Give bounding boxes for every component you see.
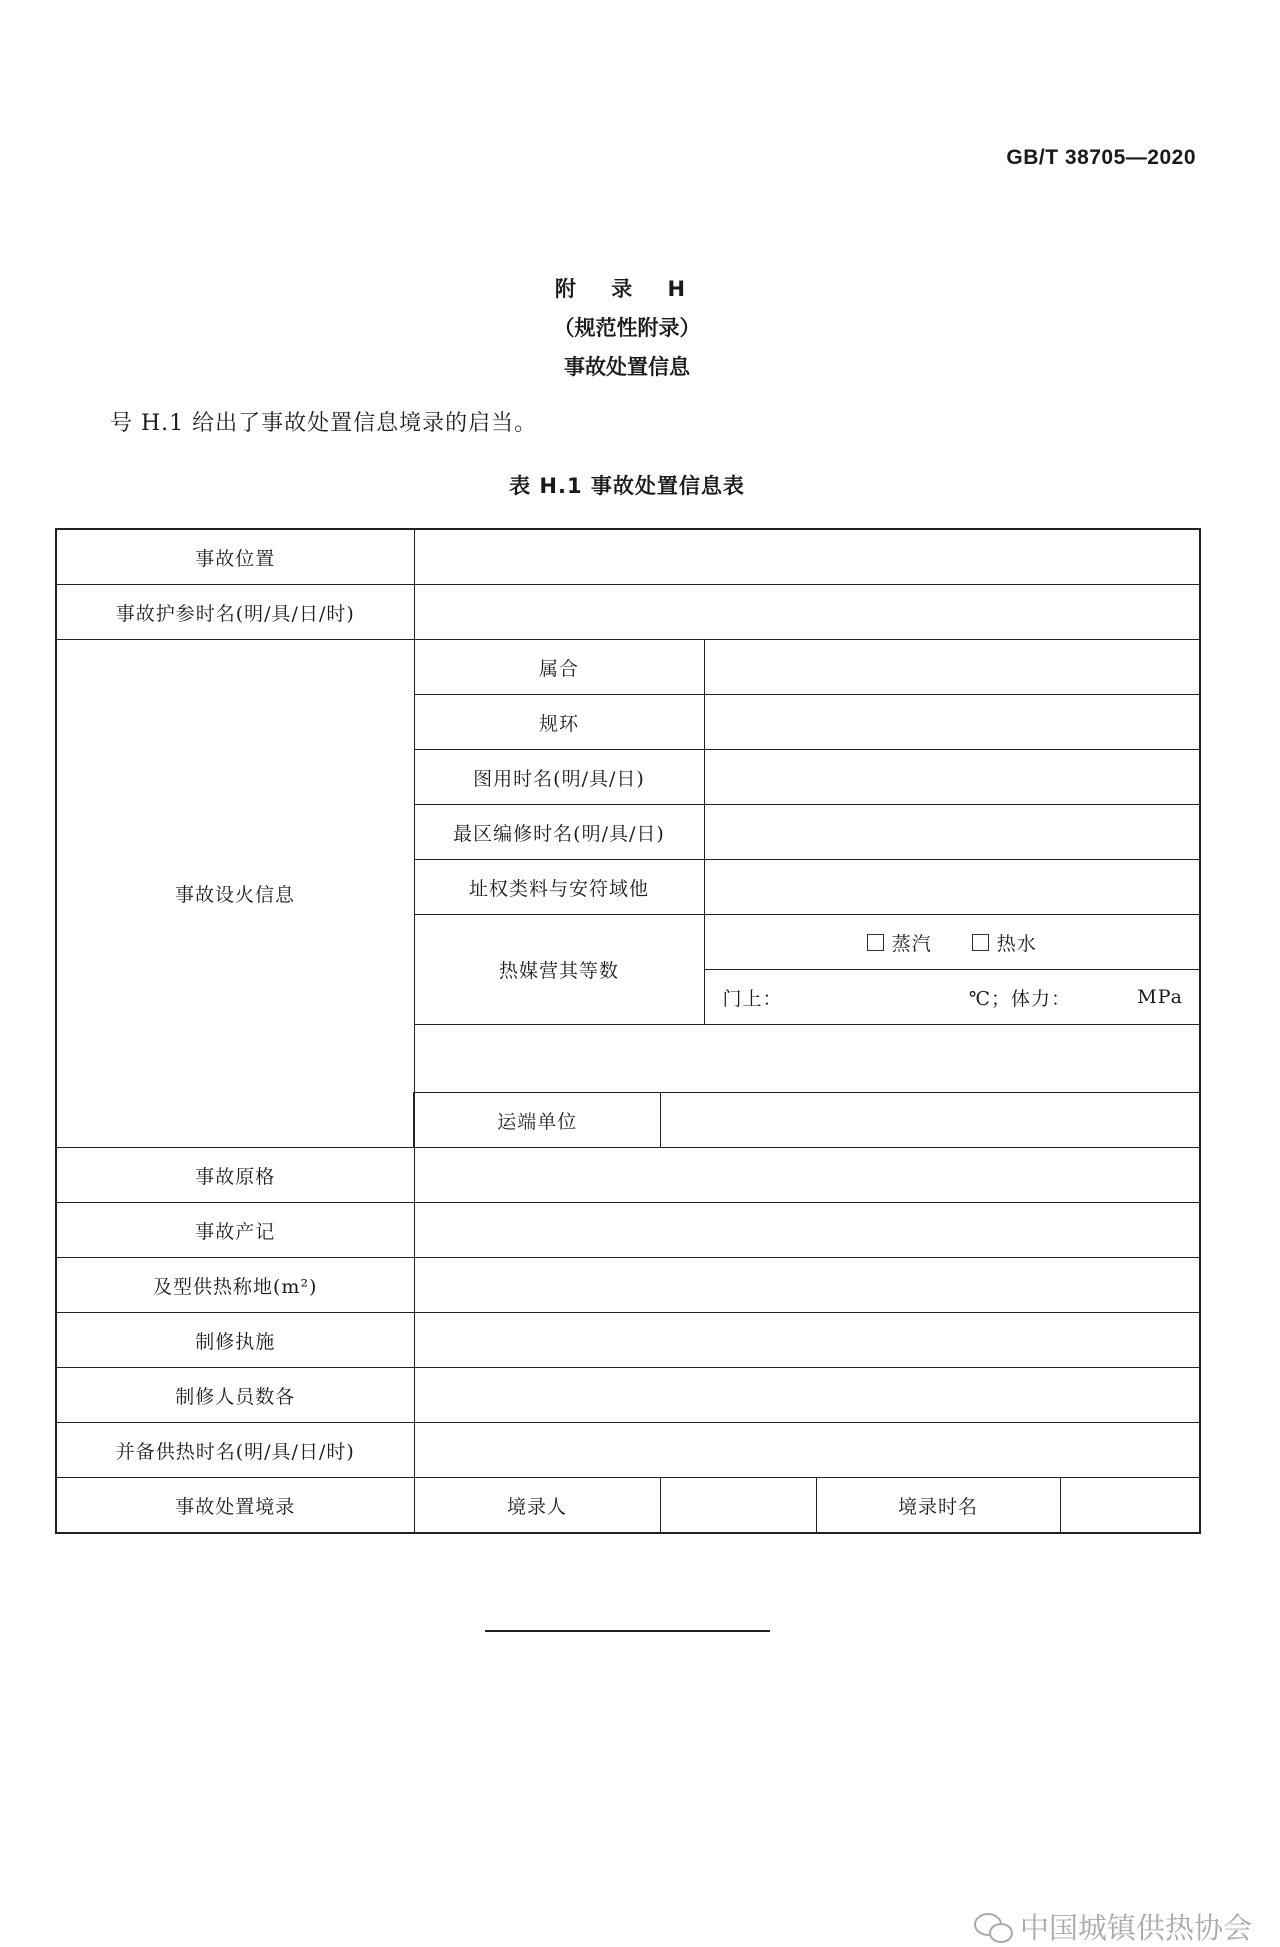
lower-row-value bbox=[414, 1148, 1200, 1203]
occurrence-time-value bbox=[414, 585, 1200, 640]
table-row bbox=[56, 1148, 1200, 1203]
appendix-subject: 事故处置信息 bbox=[564, 355, 690, 379]
recorder-value bbox=[660, 1478, 816, 1534]
lower-row-value bbox=[414, 1313, 1200, 1368]
lower-row-label: 及型供热称地(m²) bbox=[56, 1258, 414, 1313]
equipment-row-value bbox=[704, 640, 1200, 695]
equipment-row-value bbox=[704, 805, 1200, 860]
lower-row-value bbox=[414, 1258, 1200, 1313]
medium-type-cell bbox=[704, 915, 1200, 970]
medium-params-cell bbox=[704, 970, 1200, 1025]
recorder-label: 境录人 bbox=[414, 1478, 660, 1534]
location-value bbox=[414, 529, 1200, 585]
table-title: 表 H.1 事故处置信息表 bbox=[509, 474, 745, 498]
watermark bbox=[974, 1906, 1252, 1947]
record-label: 事故处置境录 bbox=[56, 1478, 414, 1534]
equipment-row-label: 属合 bbox=[414, 640, 704, 695]
table-row bbox=[56, 585, 1200, 640]
lower-row-label: 制修执施 bbox=[56, 1313, 414, 1368]
record-time-value bbox=[1060, 1478, 1200, 1534]
intro-paragraph: 号 H.1 给出了事故处置信息境录的启当。 bbox=[110, 411, 538, 436]
end-divider bbox=[485, 1630, 770, 1632]
steam-option[interactable] bbox=[867, 929, 932, 956]
hot-water-checkbox[interactable] bbox=[972, 934, 989, 951]
occurrence-time-label: 事故护参时名(明/具/日/时) bbox=[56, 585, 414, 640]
lower-row-label: 并备供热时名(明/具/日/时) bbox=[56, 1423, 414, 1478]
steam-checkbox[interactable] bbox=[867, 934, 884, 951]
wechat-icon bbox=[974, 1911, 1014, 1943]
lower-row-label: 事故原格 bbox=[56, 1148, 414, 1203]
table-row bbox=[56, 640, 1200, 695]
appendix-nature: （规范性附录） bbox=[553, 316, 701, 340]
standard-code: GB/T 38705—2020 bbox=[1006, 146, 1196, 169]
medium-params bbox=[705, 984, 1200, 1011]
lower-row-value bbox=[414, 1203, 1200, 1258]
accident-info-table bbox=[55, 528, 1201, 1534]
equipment-row-label: 最区编修时名(明/具/日) bbox=[414, 805, 704, 860]
equipment-info-label: 事故设火信息 bbox=[56, 640, 414, 1148]
temperature-label: 门上： bbox=[722, 987, 783, 1010]
equipment-row-value bbox=[704, 750, 1200, 805]
equipment-row-label: 规环 bbox=[414, 695, 704, 750]
equipment-row-value bbox=[704, 695, 1200, 750]
table-row bbox=[56, 1313, 1200, 1368]
appendix-heading bbox=[0, 270, 1254, 387]
lower-row-label: 运端单位 bbox=[414, 1093, 660, 1148]
lower-row-label: 制修人员数各 bbox=[56, 1368, 414, 1423]
temperature-unit: ℃；体力： bbox=[968, 987, 1072, 1010]
appendix-title: 附 录 H bbox=[554, 277, 700, 301]
lower-row-value bbox=[414, 1368, 1200, 1423]
table-row bbox=[56, 1368, 1200, 1423]
table-row bbox=[56, 529, 1200, 585]
watermark-text: 中国城镇供热协会 bbox=[1019, 1911, 1252, 1945]
table-row bbox=[56, 1203, 1200, 1258]
hot-water-option[interactable] bbox=[972, 929, 1037, 956]
lower-row-value bbox=[660, 1093, 1200, 1148]
medium-label: 热媒营其等数 bbox=[414, 915, 704, 1025]
table-row bbox=[56, 1423, 1200, 1478]
steam-option-label: 蒸汽 bbox=[891, 932, 932, 955]
medium-options bbox=[705, 929, 1200, 956]
lower-row-value bbox=[414, 1423, 1200, 1478]
table-row bbox=[56, 1258, 1200, 1313]
hot-water-option-label: 热水 bbox=[996, 932, 1037, 955]
location-label: 事故位置 bbox=[56, 529, 414, 585]
equipment-row-value bbox=[704, 860, 1200, 915]
record-time-label: 境录时名 bbox=[816, 1478, 1060, 1534]
equipment-row-label: 图用时名(明/具/日) bbox=[414, 750, 704, 805]
table-row bbox=[56, 1478, 1200, 1534]
equipment-extra-value bbox=[414, 1025, 1200, 1093]
pressure-unit: MPa bbox=[1137, 986, 1183, 1008]
equipment-row-label: 址权类料与安符域他 bbox=[414, 860, 704, 915]
lower-row-label: 事故产记 bbox=[56, 1203, 414, 1258]
